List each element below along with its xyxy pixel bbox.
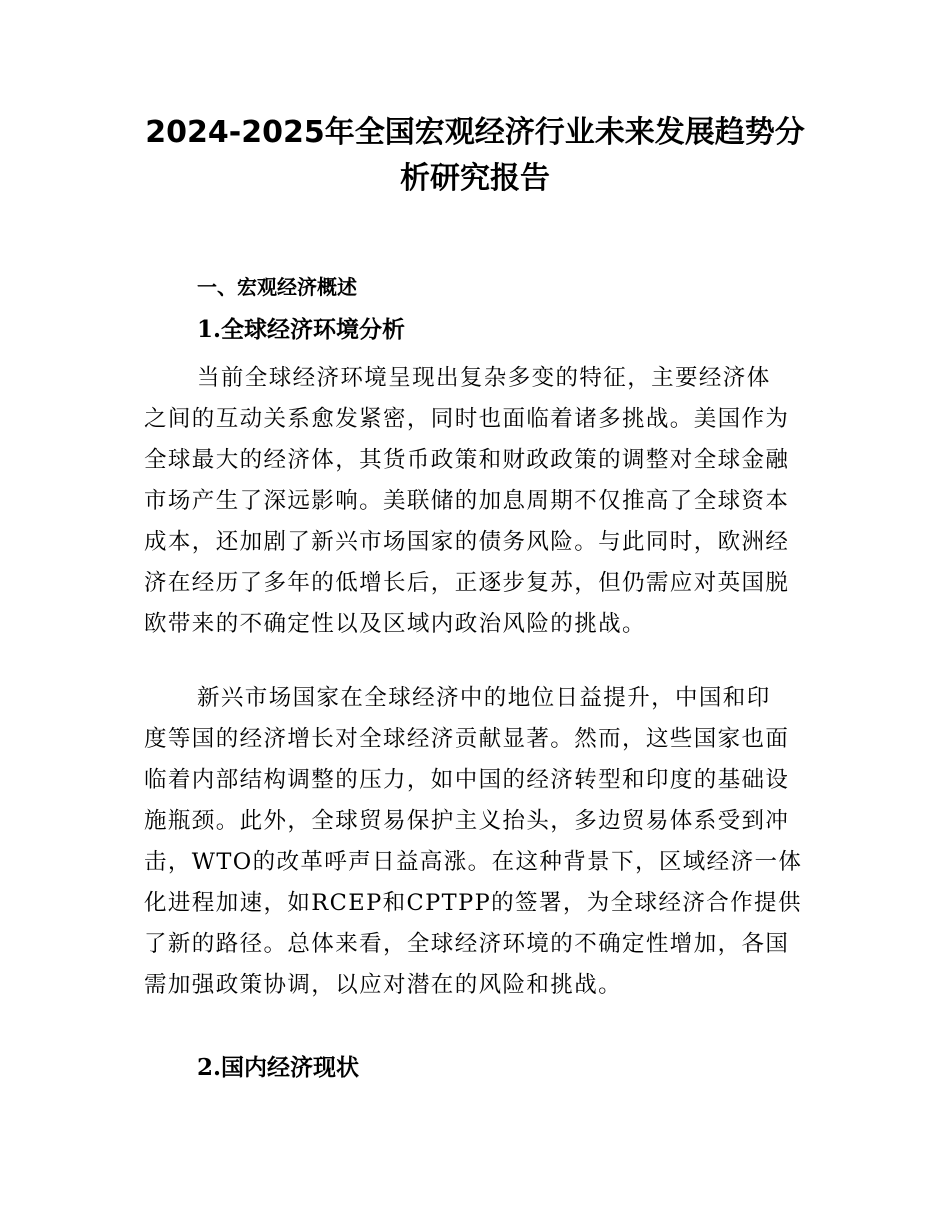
section-heading: 一、宏观经济概述 xyxy=(197,275,357,299)
paragraph-line: 新兴市场国家在全球经济中的地位日益提升，中国和印 xyxy=(197,685,771,711)
paragraph-line: 欧带来的不确定性以及区域内政治风险的挑战。 xyxy=(144,611,646,637)
paragraph-line: 临着内部结构调整的压力，如中国的经济转型和印度的基础设 xyxy=(144,767,790,793)
subsection-heading-global-economy: 1.全球经济环境分析 xyxy=(197,316,406,343)
paragraph-line: 需加强政策协调，以应对潜在的风险和挑战。 xyxy=(144,972,623,998)
paragraph-line: 施瓶颈。此外，全球贸易保护主义抬头，多边贸易体系受到冲 xyxy=(144,808,790,834)
paragraph-line: 成本，还加剧了新兴市场国家的债务风险。与此同时，欧洲经 xyxy=(144,529,790,555)
subsection-heading-domestic-economy: 2.国内经济现状 xyxy=(197,1054,360,1081)
title-line: 2024-2025年全国宏观经济行业未来发展趋势分 xyxy=(145,115,805,150)
paragraph-line: 度等国的经济增长对全球经济贡献显著。然而，这些国家也面 xyxy=(144,726,790,752)
paragraph-line: 之间的互动关系愈发紧密，同时也面临着诸多挑战。美国作为 xyxy=(144,406,790,432)
paragraph-line: 化进程加速，如RCEP和CPTPP的签署，为全球经济合作提供 xyxy=(144,890,802,916)
title-line: 析研究报告 xyxy=(400,161,550,196)
document-title xyxy=(140,110,810,202)
paragraph-line: 全球最大的经济体，其货币政策和财政政策的调整对全球金融 xyxy=(144,447,790,473)
paragraph-line: 市场产生了深远影响。美联储的加息周期不仅推高了全球资本 xyxy=(144,488,790,514)
paragraph xyxy=(144,358,814,645)
paragraph-line: 击，WTO的改革呼声日益高涨。在这种背景下，区域经济一体 xyxy=(144,849,803,875)
paragraph-line: 了新的路径。总体来看，全球经济环境的不确定性增加，各国 xyxy=(144,931,790,957)
paragraph-line: 当前全球经济环境呈现出复杂多变的特征，主要经济体 xyxy=(197,365,771,391)
paragraph-line: 济在经历了多年的低增长后，正逐步复苏，但仍需应对英国脱 xyxy=(144,570,790,596)
paragraph xyxy=(144,678,814,1006)
